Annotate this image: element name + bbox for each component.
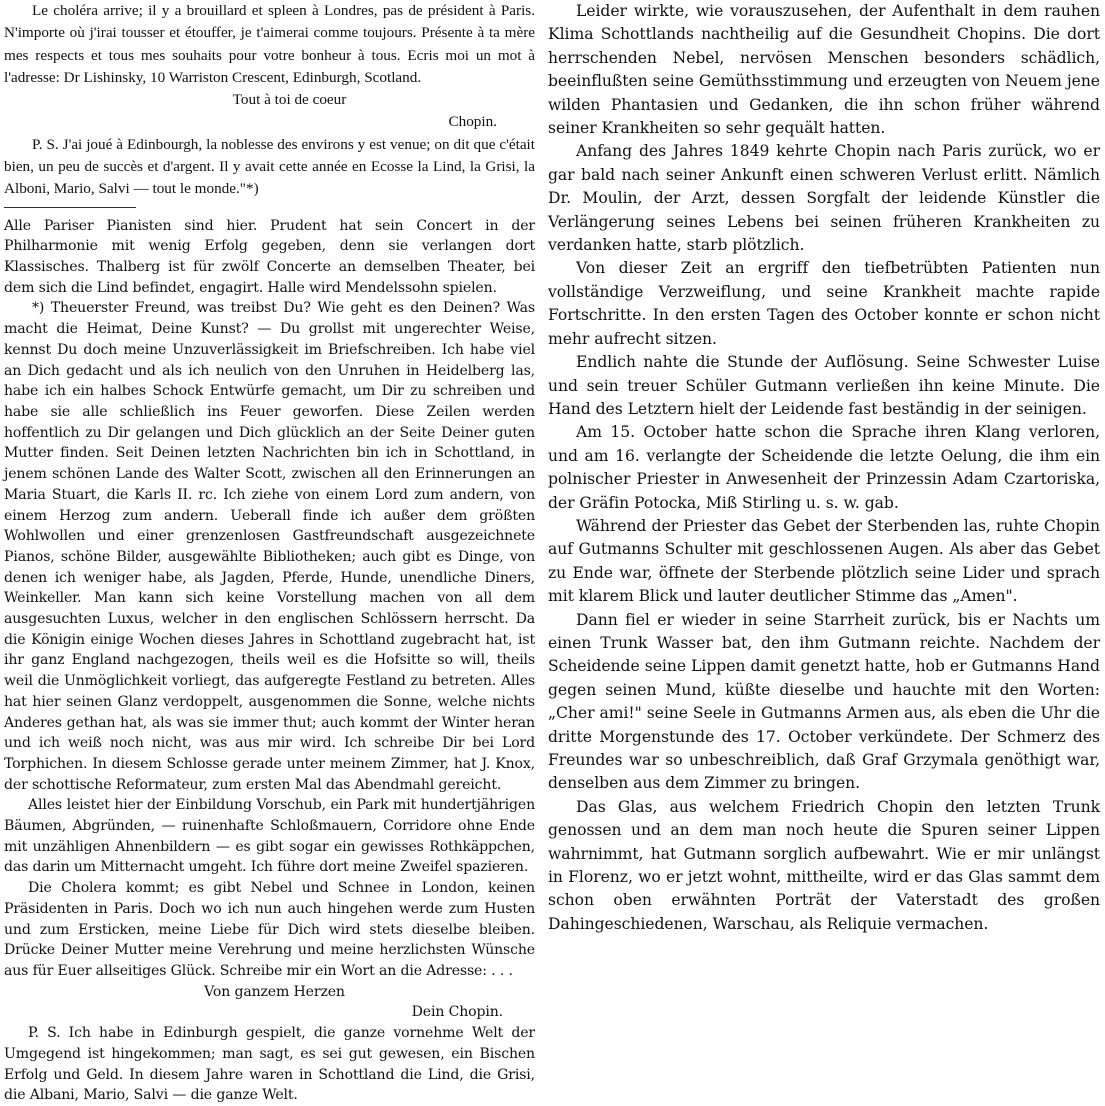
french-letter-paragraph: Le choléra arrive; il y a brouillard et spleen à Londres, pas de président à Paris. N'importe où j'irai tousser et étouffer, je t'aimerai comme toujours. Présente à ta mère mes respects et tous mes souhaits pour votre bonheur à tous. Ecris moi un mot à l'adresse: Dr Lishinsky, 10 Warriston Crescent, Edinburgh, Scotland. — [4, 2, 535, 86]
left-column — [4, 0, 535, 1106]
footnote-closing: Von ganzem Herzen — [204, 983, 345, 1000]
right-column — [548, 0, 1100, 936]
footnote-paragraph: Alles leistet hier der Einbildung Vorschub, ein Park mit hundertjährigen Bäumen, Abgründen, — ruinenhafte Schloßmauern, Corridore ohne Ende mit unzähligen Ahnenbildern — es gibt sogar ein gewisses Rothkäppchen, das darin um Mitternacht umgeht. Ich führe dort meine Zweifel spazieren. — [4, 797, 535, 876]
french-letter-postscript: P. S. J'ai joué à Edinbourgh, la noblesse des environs y est venue; on dit que c'était bien, un peu de succès et d'argent. Il y avait cette année en Ecosse la Lind, la Grisi, la Alboni, Mario, Salvi — tout le monde."*) — [4, 135, 535, 198]
body-paragraph: Das Glas, aus welchem Friedrich Chopin den letzten Trunk genossen und an dem man noch heute die Spuren seiner Lippen wahrnimmt, hat Gutmann sorglich aufbewahrt. Wie er mir unlängst in Florenz, wo er jetzt wohnt, mittheilte, wird er das Glas sammt dem schon oben erwähnten Porträt der Vaterstadt des großen Dahingeschiedenen, Warschau, als Reliquie vermachen. — [548, 797, 1100, 933]
body-paragraph: Während der Priester das Gebet der Sterbenden las, ruhte Chopin auf Gutmanns Schulter mit geschlossenen Augen. Als aber das Gebet zu Ende war, öffnete der Sterbende plötzlich seine Lider und sprach mit klarem Blick und lauter deutlicher Stimme das „Amen". — [548, 516, 1100, 606]
body-paragraph: Leider wirkte, wie vorauszusehen, der Aufenthalt in dem rauhen Klima Schottlands nachtheilig auf die Gesundheit Chopins. Die dort herrschenden Nebel, nervösen Menschen besonders schädlich, beeinflußten seine Gemüthsstimmung und erzeugten von Neuem jene wilden Phantasien und Gedanken, die ihn schon früher während seiner Krankheiten so sehr gequält hatten. — [548, 2, 1100, 138]
body-paragraph: Am 15. October hatte schon die Sprache ihren Klang verloren, und am 16. verlangte der Scheidende die letzte Oelung, die ihm ein polnischer Priester in Anwesenheit der Prinzessin Adam Czartoriska, der Gräfin Potocka, Miß Stirling u. s. w. gab. — [548, 423, 1100, 512]
body-paragraph: Endlich nahte die Stunde der Auflösung. Seine Schwester Luise und sein treuer Schüler Gutmann verließen ihn keine Minute. Die Hand des Letztern hielt der Leidende fast beständig in der seinigen. — [548, 353, 1100, 418]
body-paragraph: Dann fiel er wieder in seine Starrheit zurück, bis er Nachts um einen Trunk Wasser bat, den ihm Gutmann reichte. Nachdem der Scheidende seine Lippen damit genetzt hatte, hob er Gutmanns Hand gegen seinen Mund, küßte dieselbe und hauchte mit den Worten: „Cher ami!" seine Seele in Gutmanns Armen aus, als eben die Uhr die dritte Morgenstunde des 17. October verkündete. Der Schmerz des Freundes war so unbeschreiblich, daß Graf Grzymala genöthigt war, denselben aus dem Zimmer zu bringen. — [548, 610, 1100, 793]
body-paragraph: Anfang des Jahres 1849 kehrte Chopin nach Paris zurück, wo er gar bald nach seiner Ankunft einen schweren Verlust erlitt. Nämlich Dr. Moulin, der Arzt, dessen Sorgfalt der leidende Künstler die Verlängerung seines Lebens bei seinen früheren Krankheiten zu verdanken hatte, starb plötzlich. — [548, 142, 1100, 255]
body-paragraph: Von dieser Zeit an ergriff den tiefbetrübten Patienten nun vollständige Verzweiflung, und seine Krankheit machte rapide Fortschritte. In den ersten Tagen des October konnte er schon nicht mehr aufrecht sitzen. — [548, 259, 1100, 348]
german-footnote — [4, 216, 535, 1106]
french-letter-closing: Tout à toi de coeur — [232, 91, 347, 109]
footnote-postscript: P. S. Ich habe in Edinburgh gespielt, die ganze vornehme Welt der Umgegend ist hingekommen; man sagt, es sei gut gewesen, ein Bischen Erfolg und Geld. In diesem Jahre waren in Schottland die Lind, die Grisi, die Albani, Mario, Salvi — die ganze Welt. — [4, 1025, 535, 1104]
footnote-paragraph: *) Theuerster Freund, was treibst Du? Wie geht es den Deinen? Was macht die Heimat, Deine Kunst? — Du grollst mit ungerechter Weise, kennst Du doch meine Unzuverlässigkeit im Briefschreiben. Ich habe viel an Dich gedacht und als ich neulich von den Unruhen in Heidelberg las, habe ich ein halbes Schock Entwürfe gemacht, um Dir zu schreiben und habe sie alle schließlich ins Feuer geworfen. Diese Zeilen werden hoffentlich zu Dir gelangen und Dich glücklich an der Seite Deiner guten Mutter finden. Seit Deinen letzten Nachrichten bin ich in Schottland, in jenem schönen Lande des Walter Scott, zwischen all den Erinnerungen an Maria Stuart, die Karls II. rc. Ich ziehe von einem Lord zum andern, von einem Herzog zum andern. Ueberall finde ich außer dem größten Wohlwollen und einer grenzenlosen Gastfreundschaft ausgezeichnete Pianos, schöne Bilder, ausgewählte Bibliotheken; auch gibt es Dinge, von denen ich weniger habe, als Jagden, Pferde, Hunde, unendliche Diners, Weinkeller. Man kann sich keine Vorstellung machen von all dem ausgesuchten Luxus, welcher in den englischen Schlössern herrscht. Da die Königin einige Wochen dieses Jahres in Schottland zugebracht hat, ist ihr ganz England nachgezogen, theils weil es die Hofsitte so will, theils weil die Unmöglichkeit vorliegt, das aufgeregte Festland zu betreten. Alles hat hier seinen Glanz verdoppelt, ausgenommen die Sonne, welche nichts Anderes gethan hat, als was sie immer thut; auch kommt der Winter heran und ich weiß noch nicht, was aus mir wird. Ich schreibe Dir bei Lord Torphichen. In diesem Schlosse gerade unter meinem Zimmer, hat J. Knox, der schottische Reformateur, zum ersten Mal das Abendmahl gereicht. — [4, 300, 535, 793]
french-letter — [4, 0, 535, 201]
footnote-paragraph: Alle Pariser Pianisten sind hier. Prudent hat sein Concert in der Philharmonie mit wenig Erfolg gegeben, denn sie verlangen dort Klassisches. Thalberg ist für zwölf Concerte an demselben Theater, bei dem sich die Lind befindet, engagirt. Halle wird Mendelssohn spielen. — [4, 217, 535, 296]
french-letter-signature: Chopin. — [448, 113, 497, 131]
footnote-signature: Dein Chopin. — [411, 1004, 503, 1021]
footnote-divider — [4, 207, 136, 208]
footnote-paragraph: Die Cholera kommt; es gibt Nebel und Schnee in London, keinen Präsidenten in Paris. Doch wo ich nun auch hingehen werde zum Husten und zum Ersticken, meine Liebe für Dich wird stets dieselbe bleiben. Drücke Deiner Mutter meine Verehrung und meine herzlichsten Wünsche aus für Euer allseitiges Glück. Schreibe mir ein Wort an die Adresse: . . . — [4, 880, 535, 979]
